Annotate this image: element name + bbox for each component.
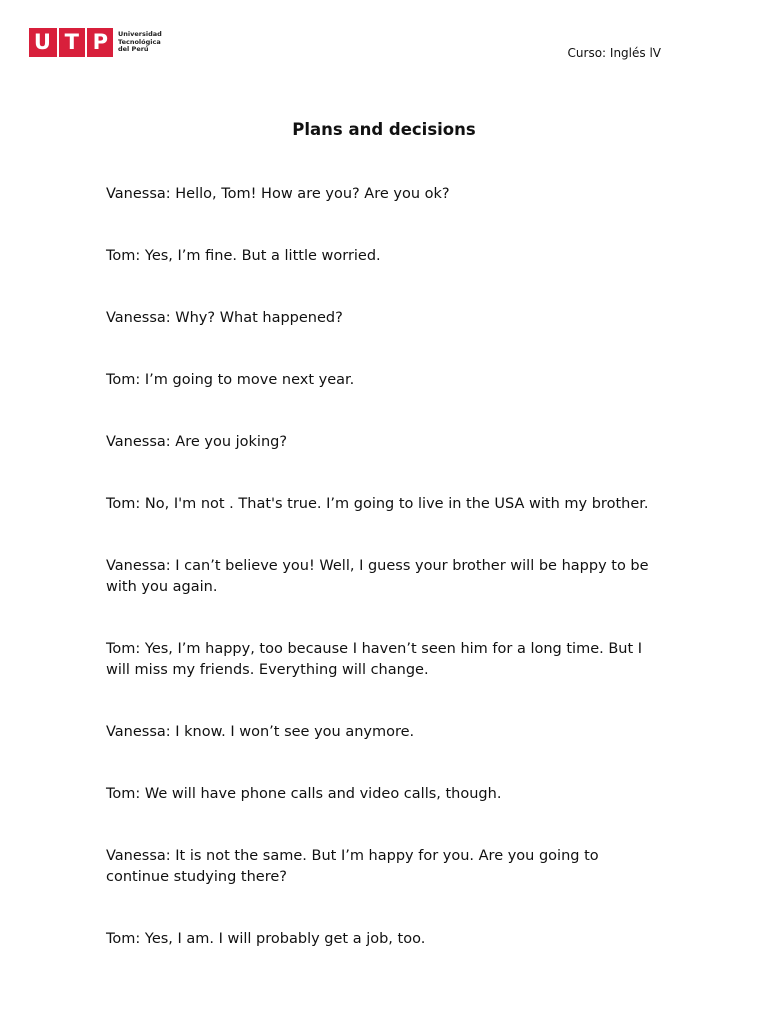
dialogue-line: Vanessa: I can’t believe you! Well, I guess your brother will be happy to be with you again. (106, 558, 649, 595)
dialogue-line: Vanessa: I know. I won’t see you anymore. (106, 724, 415, 740)
logo-mark (29, 28, 113, 57)
dialogue-line: Vanessa: Why? What happened? (106, 310, 343, 326)
logo-text-line: del Perú (118, 45, 149, 54)
logo-letter-u: U (33, 30, 51, 54)
logo-text-line: Tecnológica (118, 37, 161, 46)
page-header (0, 0, 768, 90)
dialogue-line: Tom: Yes, I’m happy, too because I haven’t seen him for a long time. But I will miss my friends. Everything will change. (106, 641, 643, 678)
dialogue-line: Vanessa: Are you joking? (106, 434, 288, 450)
utp-logo (29, 28, 162, 57)
logo-letter-t: T (64, 30, 79, 54)
dialogue-line: Tom: Yes, I am. I will probably get a job, too. (106, 931, 426, 947)
dialogue-line: Tom: We will have phone calls and video calls, though. (106, 786, 502, 802)
dialogue-line: Vanessa: It is not the same. But I’m happy for you. Are you going to continue studying there? (106, 848, 599, 885)
logo-wordmark (118, 31, 162, 54)
logo-text-line: Universidad (118, 30, 162, 39)
logo-separator (85, 28, 87, 57)
dialogue-line: Vanessa: Hello, Tom! How are you? Are you ok? (106, 186, 450, 202)
dialogue-line: Tom: I’m going to move next year. (106, 372, 355, 388)
dialogue-line: Tom: Yes, I’m fine. But a little worried. (106, 248, 381, 264)
dialogue-line: Tom: No, I'm not . That's true. I’m going to live in the USA with my brother. (106, 496, 649, 512)
document-title: Plans and decisions (292, 120, 476, 139)
course-label: Curso: Inglés lV (567, 46, 661, 60)
logo-letter-p: P (92, 30, 109, 54)
dialogue (106, 184, 666, 991)
logo-separator (57, 28, 59, 57)
